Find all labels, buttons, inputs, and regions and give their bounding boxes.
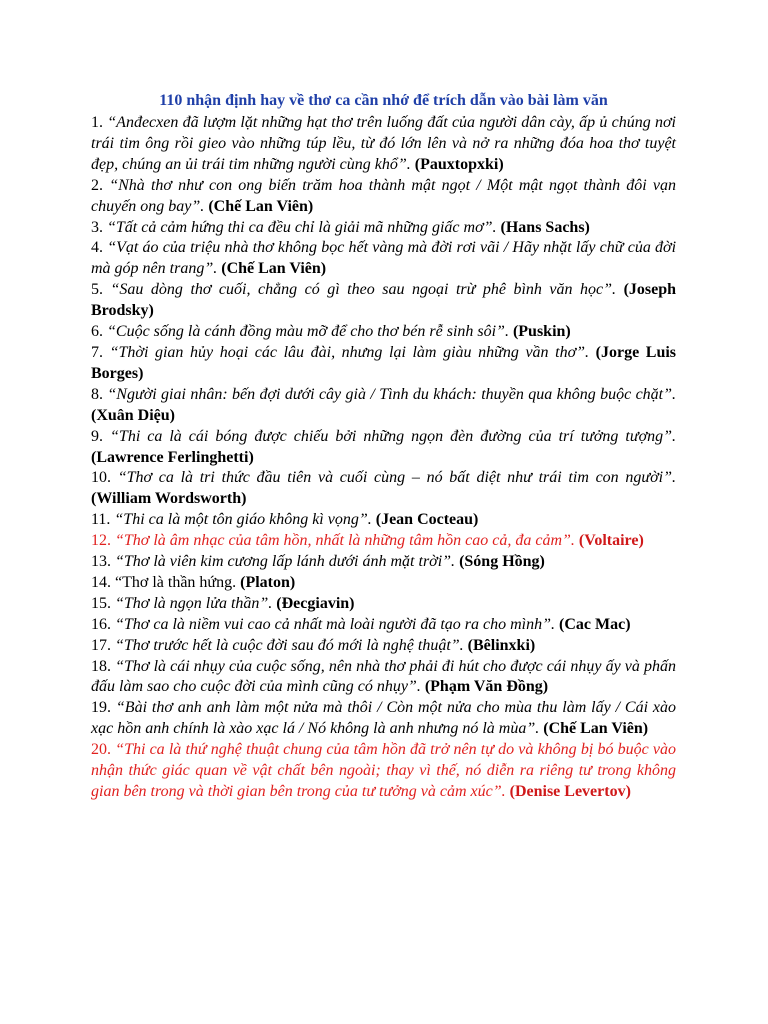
entry-quote: “Thi ca là một tôn giáo không kì vọng”. — [114, 511, 372, 529]
entry-quote: “Thơ là viên kim cương lấp lánh dưới ánh mặt trời”. — [115, 553, 456, 571]
entry-author: (Cac Mac) — [559, 615, 631, 633]
quote-entry — [91, 280, 676, 322]
page-title: 110 nhận định hay về thơ ca cần nhớ để trích dẫn vào bài làm văn — [159, 92, 608, 109]
entry-quote: “Thơ là thần hứng. — [115, 573, 237, 591]
entry-number: 14. — [91, 573, 111, 591]
entry-author: (Xuân Diệu) — [91, 406, 176, 424]
quote-entry — [91, 698, 676, 740]
entry-quote: “Anđecxen đã lượm lặt những hạt thơ trên luống đất của người dân cày, ấp ủ chúng nơi trái tim ông rồi gieo vào những túp lều, từ đó lớn lên và nở ra những đóa hoa thơ tuyệt đẹp, chúng an ủi trái tim những người cùng khổ”. — [91, 114, 676, 173]
quote-entry — [91, 385, 676, 427]
entry-number: 20. — [91, 741, 111, 759]
entry-quote: “Người giai nhân: bến đợi dưới cây già / Tình du khách: thuyền qua không buộc chặt”. — [107, 385, 677, 403]
quote-entry — [91, 531, 676, 552]
entry-quote: “Thơ ca là niềm vui cao cả nhất mà loài người đã tạo ra cho mình”. — [115, 615, 556, 633]
entry-author: (Bêlinxki) — [467, 636, 536, 654]
entry-author: (Pauxtopxki) — [414, 155, 504, 173]
entry-author: (Chế Lan Viên) — [221, 260, 327, 278]
entry-number: 16. — [91, 615, 111, 633]
entry-quote: “Vạt áo của triệu nhà thơ không bọc hết vàng mà đời rơi vãi / Hãy nhặt lấy chữ của đời mà góp nên trang”. — [91, 239, 677, 278]
entry-author: (Phạm Văn Đồng) — [424, 678, 549, 696]
entry-author: (Jorge Luis Borges) — [91, 343, 677, 382]
entry-number: 12. — [91, 532, 111, 550]
entry-author: (William Wordsworth) — [91, 490, 247, 508]
quote-entry — [91, 176, 676, 218]
quote-entry — [91, 594, 676, 615]
entry-author: (Chế Lan Viên) — [208, 197, 314, 215]
entry-number: 8. — [91, 385, 103, 403]
entry-author: (Platon) — [240, 573, 296, 591]
entry-number: 3. — [91, 218, 103, 236]
entry-number: 11. — [91, 511, 111, 529]
entry-quote: “Thơ là ngọn lửa thần”. — [115, 594, 273, 612]
entry-author: (Chế Lan Viên) — [543, 720, 649, 738]
entry-number: 2. — [91, 176, 103, 194]
entry-author: (Jean Cocteau) — [375, 511, 479, 529]
quote-entry — [91, 238, 676, 280]
entry-author: (Sóng Hồng) — [459, 553, 545, 571]
entry-number: 15. — [91, 594, 111, 612]
entry-author: (Hans Sachs) — [500, 218, 590, 236]
quote-entry — [91, 657, 676, 699]
entry-number: 1. — [91, 114, 103, 131]
quote-entry — [91, 510, 676, 531]
quote-entry — [91, 427, 676, 469]
quote-entry — [91, 552, 676, 573]
quote-entry — [91, 218, 676, 239]
entry-quote: “Bài thơ anh anh làm một nửa mà thôi / Còn một nửa cho mùa thu làm lấy / Cái xào xạc hồn anh chính là xào xạc lá / Nó không là anh nhưng nó là mùa”. — [91, 699, 676, 738]
quote-entry — [91, 740, 676, 803]
entry-number: 9. — [91, 427, 103, 445]
entry-author: (Lawrence Ferlinghetti) — [91, 448, 254, 466]
entry-number: 4. — [91, 239, 103, 257]
entry-number: 18. — [91, 657, 111, 675]
quote-entry — [91, 468, 676, 510]
entry-quote: “Thi ca là thứ nghệ thuật chung của tâm hồn đã trở nên tự do và không bị bó buộc vào nhận thức giác quan về vật chất bên ngoài; thay vì thế, nó diễn ra riêng tư trong không gian bên trong và thời gian bên trong của tư tưởng và cảm xúc”. — [91, 741, 676, 800]
quote-entry — [91, 343, 676, 385]
entry-number: 5. — [91, 281, 103, 299]
entry-author: (Joseph Brodsky) — [91, 281, 677, 320]
entry-number: 19. — [91, 699, 111, 717]
entry-number: 6. — [91, 323, 103, 341]
quote-entry — [91, 322, 676, 343]
entry-author: (Đecgiavin) — [276, 594, 355, 612]
entry-author: (Puskin) — [512, 323, 571, 341]
entry-quote: “Cuộc sống là cánh đồng màu mỡ để cho thơ bén rễ sinh sôi”. — [107, 323, 509, 341]
entry-author: (Voltaire) — [578, 532, 644, 550]
quote-entry — [91, 573, 676, 594]
entry-quote: “Thơ ca là tri thức đầu tiên và cuối cùng – nó bất diệt như trái tim con người”. — [117, 469, 677, 487]
entry-quote: “Thi ca là cái bóng được chiếu bởi những ngọn đèn đường của trí tưởng tượng”. — [110, 427, 677, 445]
quote-entry — [91, 113, 676, 176]
entry-number: 10. — [91, 469, 111, 487]
entry-quote: “Nhà thơ như con ong biến trăm hoa thành mật ngọt / Một mật ngọt thành đôi vạn chuyến ong bay”. — [91, 176, 677, 215]
entry-quote: “Thơ là cái nhụy của cuộc sống, nên nhà thơ phải đi hút cho được cái nhụy ấy và phấn đấu làm sao cho cuộc đời của mình cũng có nhụy”. — [91, 657, 677, 696]
entry-quote: “Thơ trước hết là cuộc đời sau đó mới là nghệ thuật”. — [115, 636, 464, 654]
entry-quote: “Tất cả cảm hứng thi ca đều chỉ là giải mã những giấc mơ”. — [107, 218, 497, 236]
quote-entry — [91, 636, 676, 657]
quote-entry — [91, 615, 676, 636]
entry-quote: “Thời gian hủy hoại các lâu đài, nhưng lại làm giàu những vần thơ”. — [109, 343, 590, 361]
quote-list — [91, 113, 676, 803]
entry-number: 17. — [91, 636, 111, 654]
entry-quote: “Thơ là âm nhạc của tâm hồn, nhất là những tâm hồn cao cả, đa cảm”. — [115, 532, 575, 550]
entry-number: 7. — [91, 343, 103, 361]
entry-number: 13. — [91, 553, 111, 571]
entry-author: (Denise Levertov) — [509, 783, 631, 800]
entry-quote: “Sau dòng thơ cuối, chẳng có gì theo sau ngoại trừ phê bình văn học”. — [110, 281, 617, 299]
